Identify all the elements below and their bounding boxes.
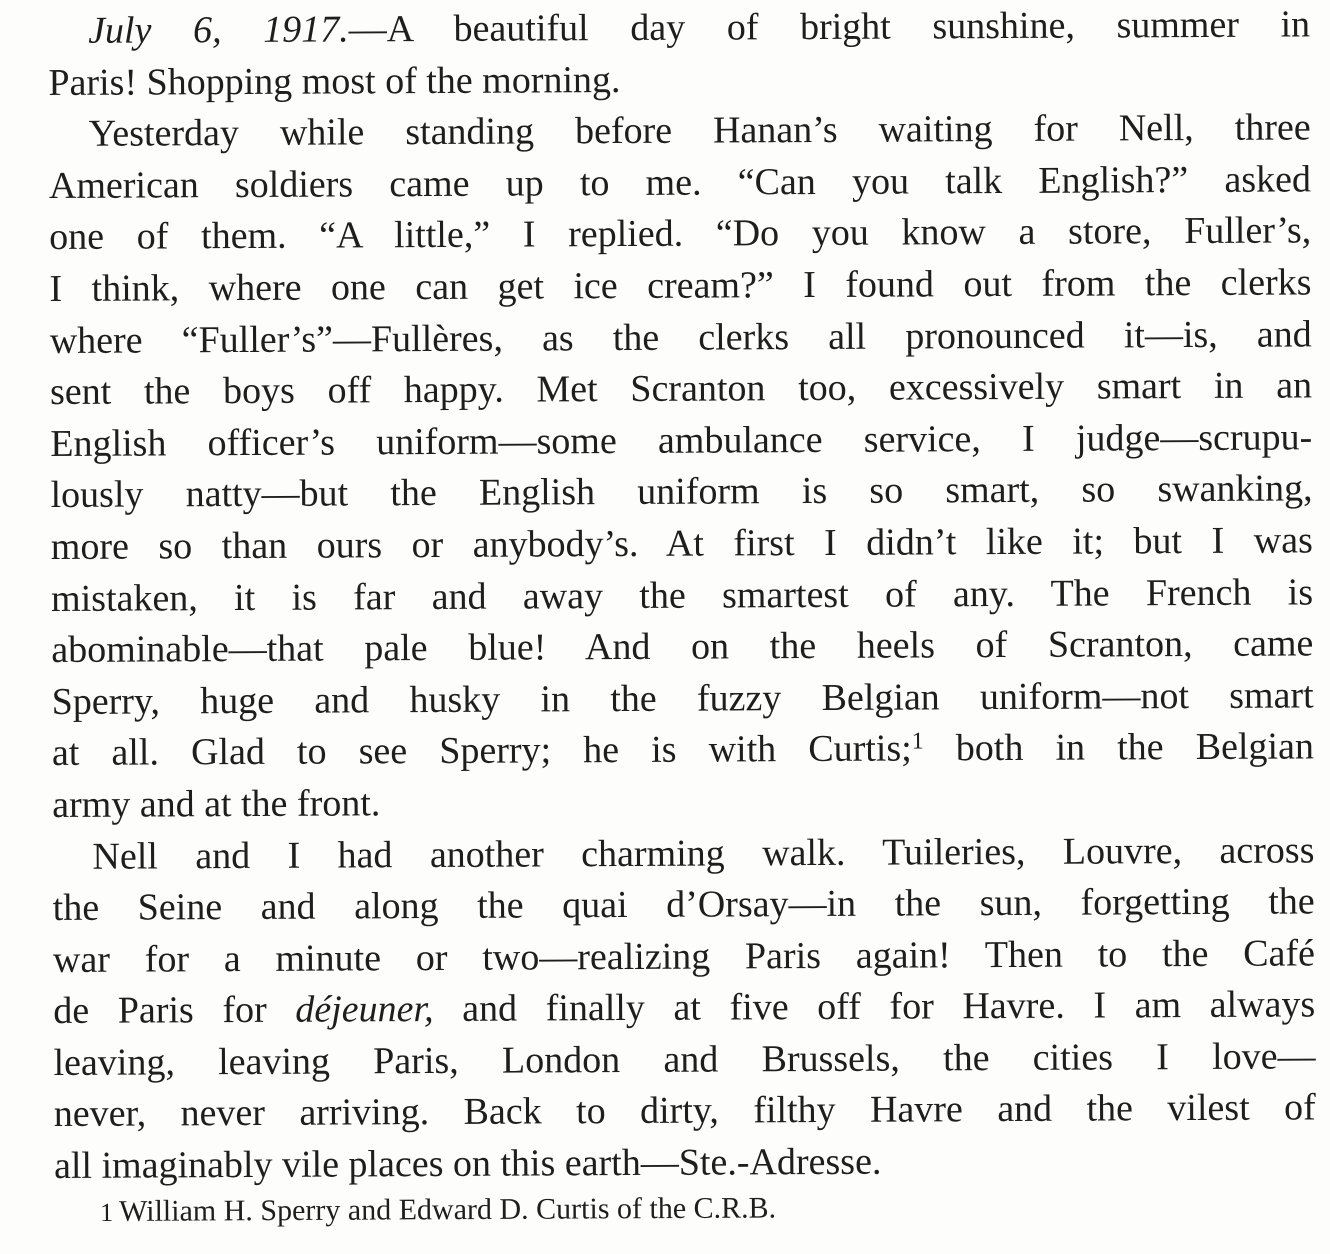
text-line: mistaken, it is far and away the smartest of any. The French is	[50, 570, 1314, 620]
text-line: Nell and I had another charming walk. Tuileries, Louvre, across	[92, 828, 1315, 878]
line-text: at all. Glad to see Sperry; he is with Curtis;	[51, 727, 912, 775]
text-line: Yesterday while standing before Hanan’s waiting for Nell, three	[88, 106, 1311, 155]
italic-word: déjeuner,	[295, 988, 434, 1031]
text-line: the Seine and along the quai d’Orsay—in the sun, forgetting the	[52, 880, 1315, 930]
footnote-text: William H. Sperry and Edward D. Curtis of the C.R.B.	[119, 1191, 777, 1228]
paragraph-1	[48, 0, 1311, 109]
text-line: Paris! Shopping most of the morning.	[48, 58, 621, 104]
footnote-number: 1	[100, 1197, 114, 1227]
text-line: abominable—that pale blue! And on the heels of Scranton, came	[51, 622, 1314, 672]
footnote	[100, 1187, 1100, 1233]
entry-date: July 6, 1917.	[88, 8, 349, 52]
text-line: never, never arriving. Back to dirty, filthy Havre and the vilest of	[53, 1086, 1316, 1136]
text-line: where “Fuller’s”—Fullères, as the clerks all pronounced it—is, and	[49, 312, 1312, 362]
body-text	[48, 0, 1316, 1193]
paragraph-2	[49, 103, 1315, 832]
text-line: one of them. “A little,” I replied. “Do you know a store, Fuller’s,	[49, 209, 1312, 259]
footnote-reference: 1	[911, 728, 924, 755]
text-line	[48, 0, 1310, 58]
text-line: English officer’s uniform—some ambulance service, I judge—scrupu-	[50, 416, 1313, 465]
text-line: lously natty—but the English uniform is so smart, so swanking,	[50, 467, 1313, 517]
text-line	[52, 722, 1314, 780]
text-line: army and at the front.	[52, 782, 381, 826]
line-text: de Paris for	[53, 989, 296, 1033]
line-text: and finally at five off for Havre. I am always	[433, 983, 1316, 1031]
line-text: both in the Belgian	[923, 725, 1315, 770]
text-line: Sperry, huge and husky in the fuzzy Belgian uniform—not smart	[51, 674, 1314, 723]
text-line: American soldiers came up to me. “Can you talk English?” asked	[48, 158, 1312, 207]
line-text: —A beautiful day of bright sunshine, summer in	[348, 3, 1311, 51]
text-line: more so than ours or anybody’s. At first I didn’t like it; but I was	[50, 519, 1313, 568]
text-line	[53, 980, 1315, 1038]
text-line: war for a minute or two—realizing Paris again! Then to the Café	[52, 932, 1316, 981]
text-line: leaving, leaving Paris, London and Brussels, the cities I love—	[53, 1035, 1316, 1084]
paragraph-3	[52, 825, 1316, 1193]
text-line: I think, where one can get ice cream?” I found out from the clerks	[49, 261, 1312, 310]
text-line: all imaginably vile places on this earth—Ste.-Adresse.	[53, 1140, 882, 1188]
text-line: sent the boys off happy. Met Scranton too, excessively smart in an	[49, 364, 1313, 414]
